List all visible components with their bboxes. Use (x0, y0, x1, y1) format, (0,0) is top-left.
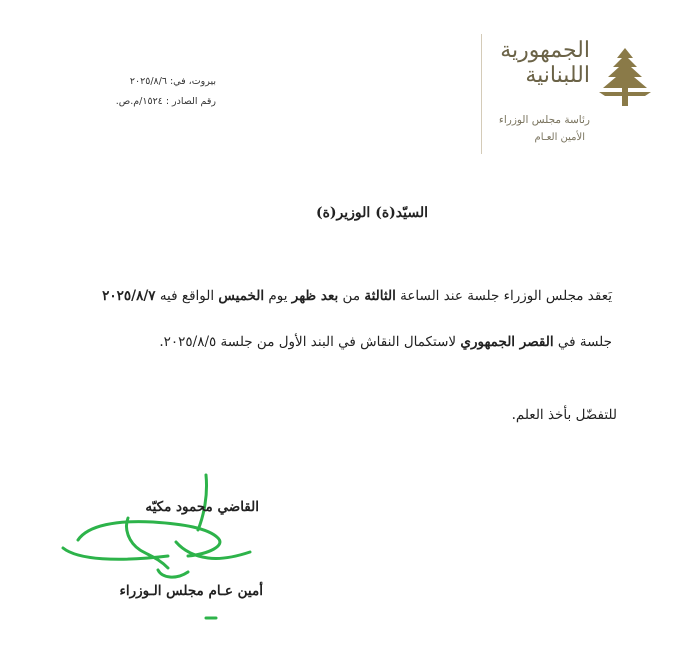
place-date: بيروت، في: ٢٠٢٥/٨/٦ (129, 76, 216, 87)
p2-location: القصر الجمهوري (460, 334, 554, 350)
seal-title (478, 38, 590, 88)
p1-text-g: الواقع فيه (155, 288, 219, 304)
p1-text-e: يوم (264, 288, 292, 304)
seal-line-1: الجمهورية (500, 38, 590, 63)
p1-afternoon: بعد ظهر (291, 288, 339, 304)
seal-subtitle-secretary: الأمين العـام (534, 132, 585, 143)
closing-line: للتفضّل بأخذ العلم. (511, 407, 617, 423)
handwritten-signature (58, 470, 258, 630)
p1-hour: الثالثة (364, 288, 396, 304)
signatory-title: أمين عـام مجلس الـوزراء (119, 583, 263, 599)
seal-line-2: اللبنانية (525, 63, 590, 88)
signatory-name: القاضي محمود مكيّه (145, 499, 259, 515)
p1-day: الخميس (218, 288, 265, 304)
reference-number: رقم الصادر : ١٥٢٤/م.ص. (115, 96, 216, 107)
p1-date: ٢٠٢٥/٨/٧ (102, 288, 156, 304)
p2-text-a: جلسة في (553, 334, 612, 350)
paragraph-2 (52, 334, 612, 350)
salutation: السيّد(ة) الوزير(ة) (315, 205, 428, 221)
p2-text-c: لاستكمال النقاش في البند الأول من جلسة ٢٠٢٥/٨/٥. (159, 334, 461, 350)
p1-text-c: من (338, 288, 365, 304)
seal-subtitle-presidency: رئاسة مجلس الوزراء (498, 114, 590, 126)
cedar-logo-icon (593, 44, 657, 110)
p1-text-a: يَعقد مجلس الوزراء جلسة عند الساعة (395, 288, 612, 304)
paragraph-1 (52, 288, 612, 304)
